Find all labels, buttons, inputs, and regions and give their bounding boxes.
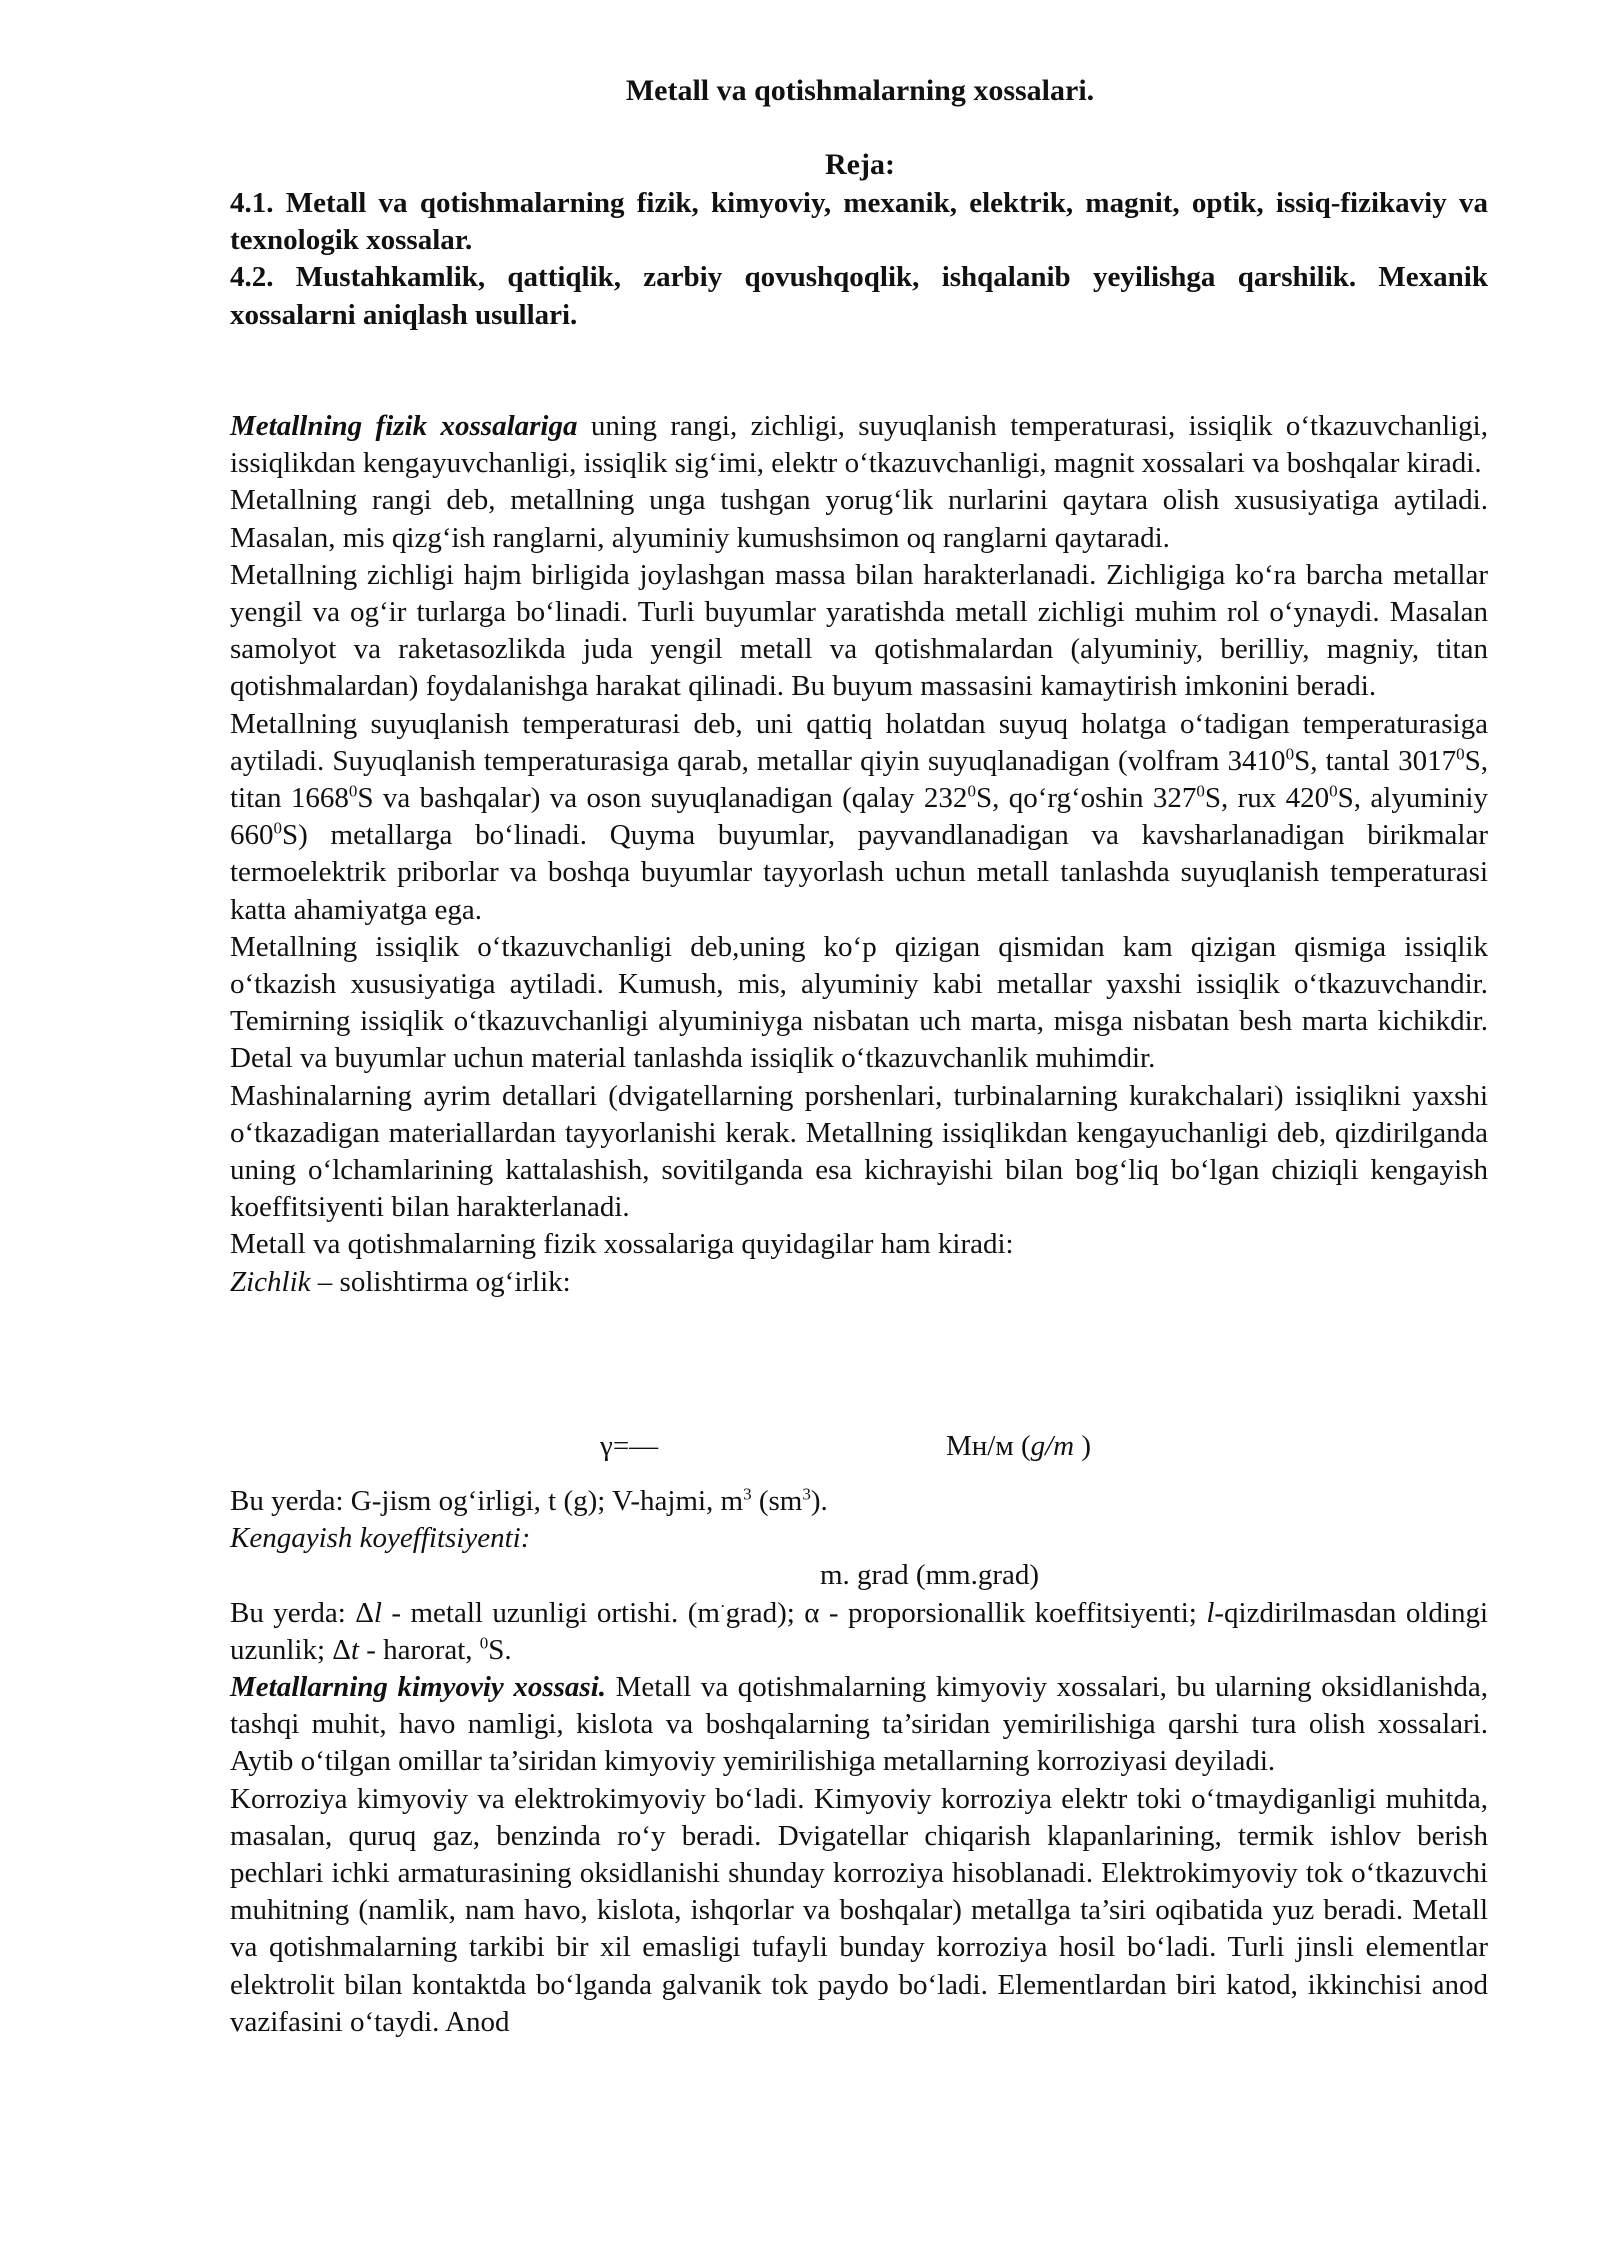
formula-units xyxy=(946,1428,1091,1465)
text-run: S, titan 1668 xyxy=(230,744,1488,815)
paragraph-expansion-coefficient: Kengayish koyeffitsiyenti: xyxy=(230,1522,531,1555)
paragraph-melting-point xyxy=(230,706,1488,929)
paragraph-chemical-properties xyxy=(230,1669,1488,1781)
text-run: S. xyxy=(488,1633,512,1666)
paragraph-lead: Metallning fizik xossalariga xyxy=(230,410,578,442)
degree-mark: 0 xyxy=(1285,744,1295,764)
paragraph-where-density xyxy=(230,1483,1488,1520)
term-italic: Zichlik xyxy=(230,1265,311,1298)
text-run: Bu yerda: G-jism og‘irligi, t (g); V-hajmi, m xyxy=(230,1485,744,1517)
degree-mark: 0 xyxy=(479,1633,489,1653)
formula-gamma: γ=— xyxy=(600,1430,659,1462)
degree-mark: 0 xyxy=(1456,744,1465,764)
text-run: ) xyxy=(1074,1430,1092,1462)
text-run: Metallning suyuqlanish temperaturasi deb, uni qattiq holatdan suyuq holatga o‘tadigan temperaturasiga aytiladi. Suyuqlanish temperaturasiga qarab, metallar qiyin suyuqlanadigan (volfram 3410 xyxy=(230,707,1488,777)
paragraph-color: Metallning rangi deb, metallning unga tushgan yorug‘lik nurlarini qaytara olish xususiyatiga aytiladi. Masalan, mis qizg‘ish ranglarni, alyuminiy kumushsimon oq ranglarni qaytaradi. xyxy=(230,484,1488,554)
text-run: S, rux 420 xyxy=(1204,782,1330,815)
text-run: Мн/м ( xyxy=(946,1430,1031,1462)
paragraph-specific-weight xyxy=(230,1264,1488,1301)
text-run: t xyxy=(350,1633,360,1666)
text-run: Metall va qotishmalarning kimyoviy xossalari, bu ularning oksidlanishda, tashqi muhit, havo namligi, kislota va boshqalarning ta’siridan yemirilishiga qarshi tura olish xossalari. Aytib o‘tilgan omillar ta’siridan kimyoviy yemirilishiga metallarning korroziyasi deyiladi. xyxy=(230,1671,1488,1778)
degree-mark: 0 xyxy=(348,781,358,801)
superscript: · xyxy=(719,1595,726,1615)
superscript: 3 xyxy=(802,1484,811,1504)
text-run: (sm xyxy=(751,1485,803,1517)
paragraph-thermal-conductivity: Metallning issiqlik o‘tkazuvchanligi deb,uning ko‘p qizigan qismidan kam qizigan qismiga issiqlik o‘tkazish xususiyatiga aytiladi. Kumush, mis, alyuminiy kabi metallar yaxshi issiqlik o‘tkazuvchandir. Temirning issiqlik o‘tkazuvchanligi alyuminiyga nisbatan uch marta, misga nisbatan besh marta kichikdir. Detal va buyumlar uchun material tanlashda issiqlik o‘tkazuvchanlik muhimdir. xyxy=(230,930,1488,1075)
degree-mark: 0 xyxy=(1329,781,1338,801)
text-run: – solishtirma og‘irlik: xyxy=(310,1265,571,1298)
paragraph-lead: Metallarning kimyoviy xossasi. xyxy=(230,1671,607,1704)
text-run: - harorat, xyxy=(359,1633,480,1666)
text-run: grad); α - proporsionallik koeffitsiyenti; xyxy=(725,1596,1207,1629)
text-run: Bu yerda: Δ xyxy=(230,1596,374,1629)
paragraph-physical-properties xyxy=(230,408,1488,482)
plan-list xyxy=(230,185,1488,334)
paragraph-corrosion: Korroziya kimyoviy va elektrokimyoviy bo‘ladi. Kimyoviy korroziya elektr toki o‘tmaydiganligi muhitda, masalan, quruq gaz, benzinda ro‘y beradi. Dvigatellar chiqarish klapanlarining, termik ishlov berish pechlari ichki armaturasining oksidlanishi shunday korroziya hisoblanadi. Elektrokimyoviy tok o‘tkazuvchi muhitning (namlik, nam havo, kislota, ishqorlar va boshqalar) metallga ta’siri oqibatida yuz beradi. Metall va qotishmalarning tarkibi bir xil emasligi tufayli bunday korroziya hosil bo‘ladi. Turli jinsli elementlar elektrolit bilan kontaktda bo‘lganda galvanik tok paydo bo‘ladi. Elementlardan biri katod, ikkinchisi anod vazifasini o‘taydi. Anod xyxy=(230,1782,1488,2038)
superscript: 3 xyxy=(743,1484,752,1504)
expansion-units: m. grad (mm.grad) xyxy=(820,1559,1040,1592)
text-run: l xyxy=(1206,1596,1215,1629)
text-run: l xyxy=(373,1596,382,1629)
paragraph-other-properties: Metall va qotishmalarning fizik xossalariga quyidagilar ham kiradi: xyxy=(230,1228,1014,1261)
paragraph-text: uning rangi, zichligi, suyuqlanish temperaturasi, issiqlik o‘tkazuvchanligi, issiqlikdan kengayuvchanligi, issiqlik sig‘imi, elektr o‘tkazuvchanligi, magnit xossalari va boshqalar kiradi. xyxy=(230,410,1488,480)
document-title: Metall va qotishmalarning xossalari. xyxy=(625,74,1095,107)
degree-mark: 0 xyxy=(967,781,976,801)
plan-item-2: 4.2. Mustahkamlik, qattiqlik, zarbiy qovushqoqlik, ishqalanib yeyilishga qarshilik. Mexanik xossalarni aniqlash usullari. xyxy=(230,261,1488,331)
degree-mark: 0 xyxy=(273,818,282,838)
body-text-top xyxy=(230,408,1488,1301)
paragraph-where-expansion xyxy=(230,1595,1488,1669)
text-run: -qizdirilmasdan oldingi uzunlik; Δ xyxy=(230,1596,1488,1666)
text-run: - metall uzunligi ortishi. (m xyxy=(381,1596,720,1629)
plan-heading: Reja: xyxy=(825,148,895,181)
text-run: S, alyuminiy 660 xyxy=(230,782,1488,852)
text-run: ). xyxy=(810,1485,828,1517)
body-text-bottom xyxy=(230,1483,1488,2041)
paragraph-density: Metallning zichligi hajm birligida joylashgan massa bilan harakterlanadi. Zichligiga ko‘ra barcha metallar yengil va og‘ir turlarga bo‘linadi. Turli buyumlar yaratishda metall zichligi muhim rol o‘ynaydi. Masalan samolyot va raketasozlikda juda yengil metall va qotishmalardan (alyuminiy, berilliy, magniy, titan qotishmalardan) foydalanishga harakat qilinadi. Bu buyum massasini kamaytirish imkonini beradi. xyxy=(230,558,1488,703)
text-run: g/m xyxy=(1030,1430,1075,1462)
paragraph-thermal-expansion: Mashinalarning ayrim detallari (dvigatellarning porshenlari, turbinalarning kurakchalari) issiqlikni yaxshi o‘tkazadigan materiallardan tayyorlanishi kerak. Metallning issiqlikdan kengayuchanligi deb, qizdirilganda uning o‘lchamlarining kattalashish, sovitilganda esa kichrayishi bilan bog‘liq bo‘lgan chiziqli kengayish koeffitsiyenti bilan harakterlanadi. xyxy=(230,1079,1488,1224)
text-run: S va bashqalar) va oson suyuqlanadigan (qalay 232 xyxy=(357,782,968,815)
text-run: S) metallarga bo‘linadi. Quyma buyumlar, payvandlanadigan va kavsharlanadigan birikmalar termoelektrik priborlar va boshqa buyumlar tayyorlash uchun metall tanlashda suyuqlanish temperaturasi katta ahamiyatga ega. xyxy=(230,819,1488,926)
degree-mark: 0 xyxy=(1196,781,1205,801)
plan-item-1: 4.1. Metall va qotishmalarning fizik, kimyoviy, mexanik, elektrik, magnit, optik, issiq-fizikaviy va texnologik xossalar. xyxy=(230,187,1488,257)
text-run: S, tantal 3017 xyxy=(1294,744,1457,777)
text-run: S, qo‘rg‘oshin 327 xyxy=(975,782,1197,815)
